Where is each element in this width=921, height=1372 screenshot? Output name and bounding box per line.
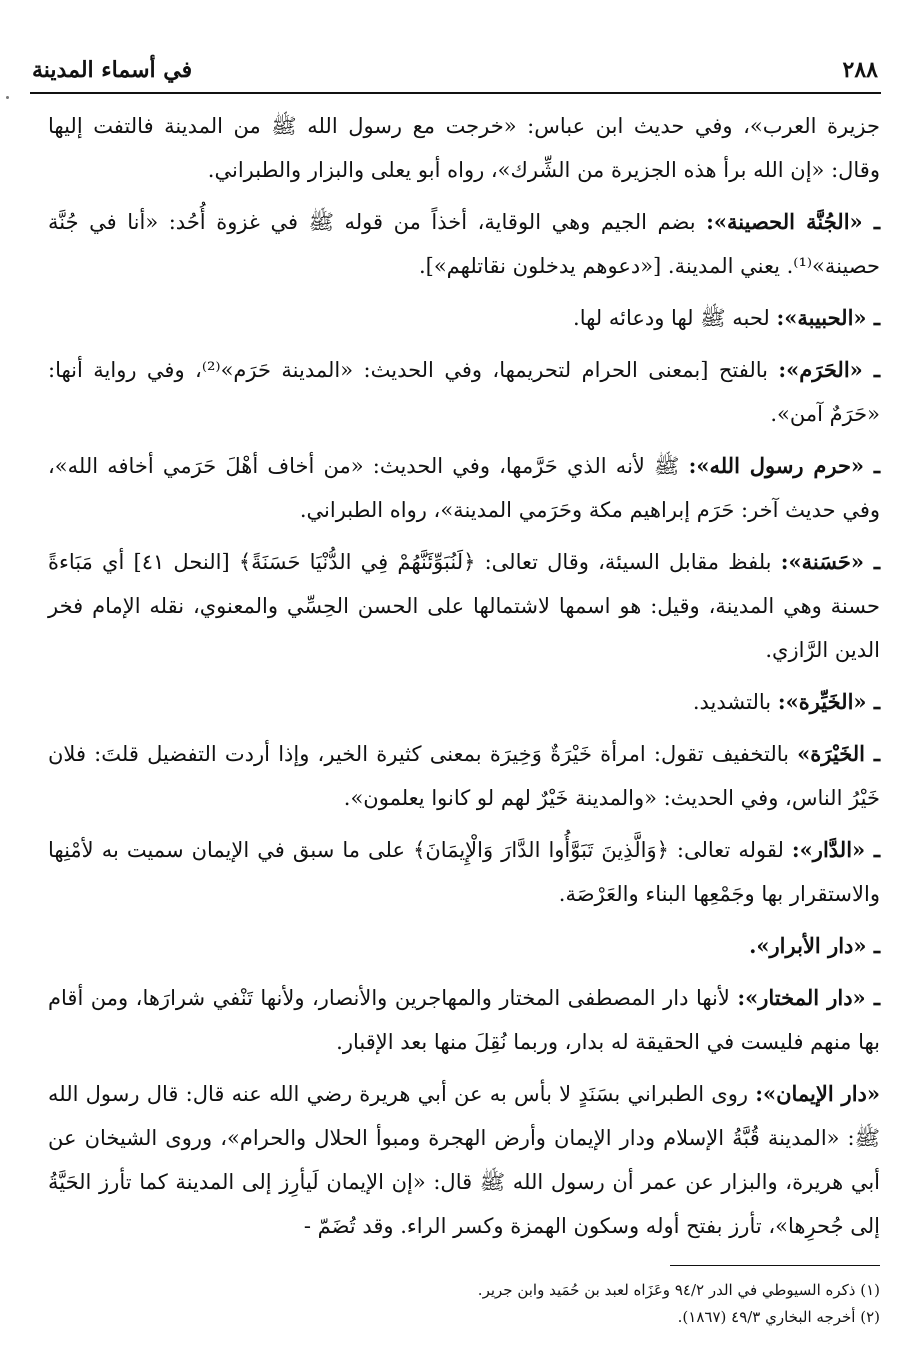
footnote: (١) ذكره السيوطي في الدر ٩٤/٢ وعَزَاه لعبد بن حُمَيد وابن جرير. (477, 1281, 880, 1299)
entry-term: ـ «حرم رسول الله»: (688, 453, 881, 478)
paragraph (48, 924, 880, 968)
paragraph (48, 1072, 880, 1248)
header-rule (30, 92, 881, 94)
paragraph (48, 444, 880, 532)
entry-term: «دار الإيمان»: (755, 1081, 880, 1106)
entry-text: بالتخفيف تقول: امرأة خَيْرَةٌ وَخِيرَة بمعنى كثيرة الخير، وإذا أردت التفضيل قلتَ: فلان خَيْرُ الناس، وفي الحديث: «والمدينة خَيْرٌ لهم لو كانوا يعلمون». (48, 742, 880, 810)
entry-term: ـ «حَسَنة»: (780, 549, 880, 574)
running-title: في أسماء المدينة (32, 57, 193, 83)
paragraph (48, 828, 880, 916)
paragraph (48, 540, 880, 672)
footnotes (60, 1277, 880, 1331)
body-text (48, 104, 880, 1254)
entry-text: بضم الجيم وهي الوقاية، أخذاً من قوله ﷺ في غزوة أُحُد: «أنا في جُنَّة حصينة»⁽¹⁾. يعني المدينة. [«دعوهم يدخلون نقاتلهم»]. (48, 210, 880, 278)
entry-term: ـ «دار المختار»: (737, 985, 880, 1010)
paragraph (48, 348, 880, 436)
margin-mark (6, 96, 9, 99)
paragraph (48, 200, 880, 288)
entry-text: ﷺ لأنه الذي حَرَّمها، وفي الحديث: «من أخاف أهْلَ حَرَمي أخافه الله»، وفي حديث آخر: حَرَم إبراهيم مكة وحَرَمي المدينة»، رواه الطبراني. (48, 454, 880, 522)
entry-text: روى الطبراني بسَنَدٍ لا بأس به عن أبي هريرة رضي الله عنه قال: قال رسول الله ﷺ: «المدينة قُبَّةُ الإسلام ودار الإيمان وأرض الهجرة ومبوأ الحلال والحرام»، وروى الشيخان عن أبي هريرة، والبزار عن عمر أن رسول الله ﷺ قال: «إن الإيمان لَيأرِز إلى المدينة كما تأرز الحَيَّةُ إلى جُحرِها»، تأرز بفتح أوله وسكون الهمزة وكسر الراء. وقد تُضَمّ - (48, 1082, 880, 1238)
entry-term: ـ «الخَيِّرة»: (777, 689, 880, 714)
paragraph (48, 976, 880, 1064)
entry-term: ـ «الجُنَّة الحصينة»: (706, 209, 881, 234)
entry-text: لحبه ﷺ لها ودعائه لها. (573, 306, 777, 330)
page-number: ٢٨٨ (842, 57, 878, 83)
entry-text: لأنها دار المصطفى المختار والمهاجرين والأنصار، ولأنها تَنْفي شرارَها، ومن أقام بها منهم فليست في الحقيقة له بدار، وربما نُقِلَ منها بعد الإقبار. (48, 986, 880, 1054)
paragraph (48, 104, 880, 192)
paragraph (48, 732, 880, 820)
page-header (32, 52, 878, 88)
entry-term: ـ «الدَّار»: (791, 837, 880, 862)
entry-term: ـ الخَيْرَة» (797, 741, 880, 766)
entry-text: بلفظ مقابل السيئة، وقال تعالى: ﴿لَنُبَوِّئَنَّهُمْ فِي الدُّنْيَا حَسَنَةً﴾ [النحل ٤١] أي مَبَاءةً حسنة وهي المدينة، وقيل: هو اسمها لاشتمالها على الحسن الحِسِّي والمعنوي، نقله الإمام فخر الدين الرَّازي. (48, 550, 880, 662)
footnote: (٢) أخرجه البخاري ٤٩/٣ (١٨٦٧). (677, 1308, 880, 1326)
footnote-rule (670, 1265, 880, 1266)
entry-text: جزيرة العرب»، وفي حديث ابن عباس: «خرجت مع رسول الله ﷺ من المدينة فالتفت إليها وقال: «إن الله برأ هذه الجزيرة من الشِّرك»، رواه أبو يعلى والبزار والطبراني. (48, 114, 880, 182)
entry-text: لقوله تعالى: ﴿وَالَّذِينَ تَبَوَّأُوا الدَّارَ وَالْإِيمَانَ﴾ على ما سبق في الإيمان سميت به لأمْنِها والاستقرار بها وجَمْعِها البناء والعَرْصَة. (48, 838, 880, 906)
entry-term: ـ «دار الأبرار». (749, 933, 880, 958)
entry-text: بالتشديد. (692, 690, 778, 714)
entry-term: ـ «الحبيبة»: (776, 305, 880, 330)
entry-term: ـ «الحَرَم»: (778, 357, 881, 382)
paragraph (48, 296, 880, 340)
entry-text: بالفتح [بمعنى الحرام لتحريمها، وفي الحديث: «المدينة حَرَم»⁽²⁾، وفي رواية أنها: «حَرَمٌ آمن». (48, 358, 880, 426)
paragraph (48, 680, 880, 724)
